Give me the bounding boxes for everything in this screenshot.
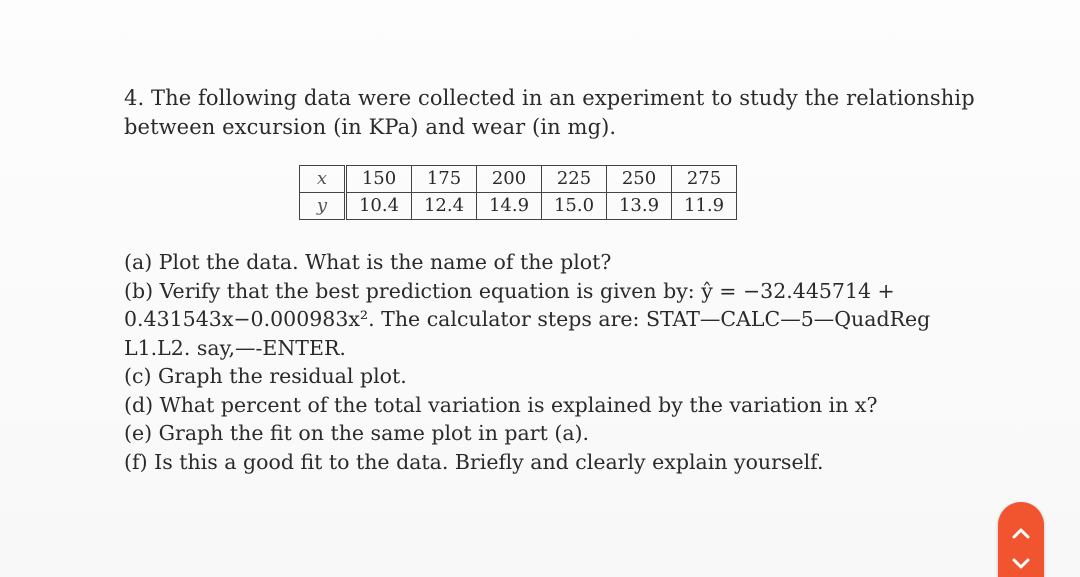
question-e: (e) Graph the fit on the same plot in part (a). xyxy=(124,421,590,445)
row-label-y: y xyxy=(300,193,346,220)
question-a: (a) Plot the data. What is the name of the plot? xyxy=(124,250,612,274)
table-cell: 15.0 xyxy=(542,193,607,220)
table-cell: 10.4 xyxy=(346,193,412,220)
table-cell: 250 xyxy=(607,166,672,193)
question-b-line-2: 0.431543x−0.000983x². The calculator steps are: STAT—CALC—5—QuadReg xyxy=(124,307,931,331)
question-b-line-3: L1.L2. say,—-ENTER. xyxy=(124,335,346,360)
table-cell: 225 xyxy=(542,166,607,193)
chevron-down-icon[interactable] xyxy=(998,557,1044,571)
table-cell: 175 xyxy=(412,166,477,193)
table-cell: 150 xyxy=(346,166,412,193)
problem-intro-line-2: between excursion (in KPa) and wear (in mg). xyxy=(124,115,617,139)
table-row-x xyxy=(300,166,737,193)
chevron-up-icon[interactable] xyxy=(998,526,1044,540)
question-d: (d) What percent of the total variation is explained by the variation in x? xyxy=(124,392,878,417)
problem-statement xyxy=(124,84,975,142)
table-cell: 11.9 xyxy=(672,193,737,220)
table-cell: 13.9 xyxy=(607,193,672,220)
question-f: (f) Is this a good fit to the data. Briefly and clearly explain yourself. xyxy=(124,449,824,474)
table-cell: 275 xyxy=(672,166,737,193)
question-list xyxy=(124,248,954,476)
page-nav-button[interactable] xyxy=(998,502,1044,577)
table-cell: 12.4 xyxy=(412,193,477,220)
row-label-x: x xyxy=(300,166,346,193)
data-table xyxy=(299,165,737,220)
table-cell: 14.9 xyxy=(477,193,542,220)
question-b-line-1: (b) Verify that the best prediction equation is given by: ŷ = −32.445714 + xyxy=(124,278,895,303)
table-cell: 200 xyxy=(477,166,542,193)
problem-intro-line-1: 4. The following data were collected in an experiment to study the relationship xyxy=(124,86,975,110)
table-row-y xyxy=(300,193,737,220)
question-c: (c) Graph the residual plot. xyxy=(124,364,407,388)
